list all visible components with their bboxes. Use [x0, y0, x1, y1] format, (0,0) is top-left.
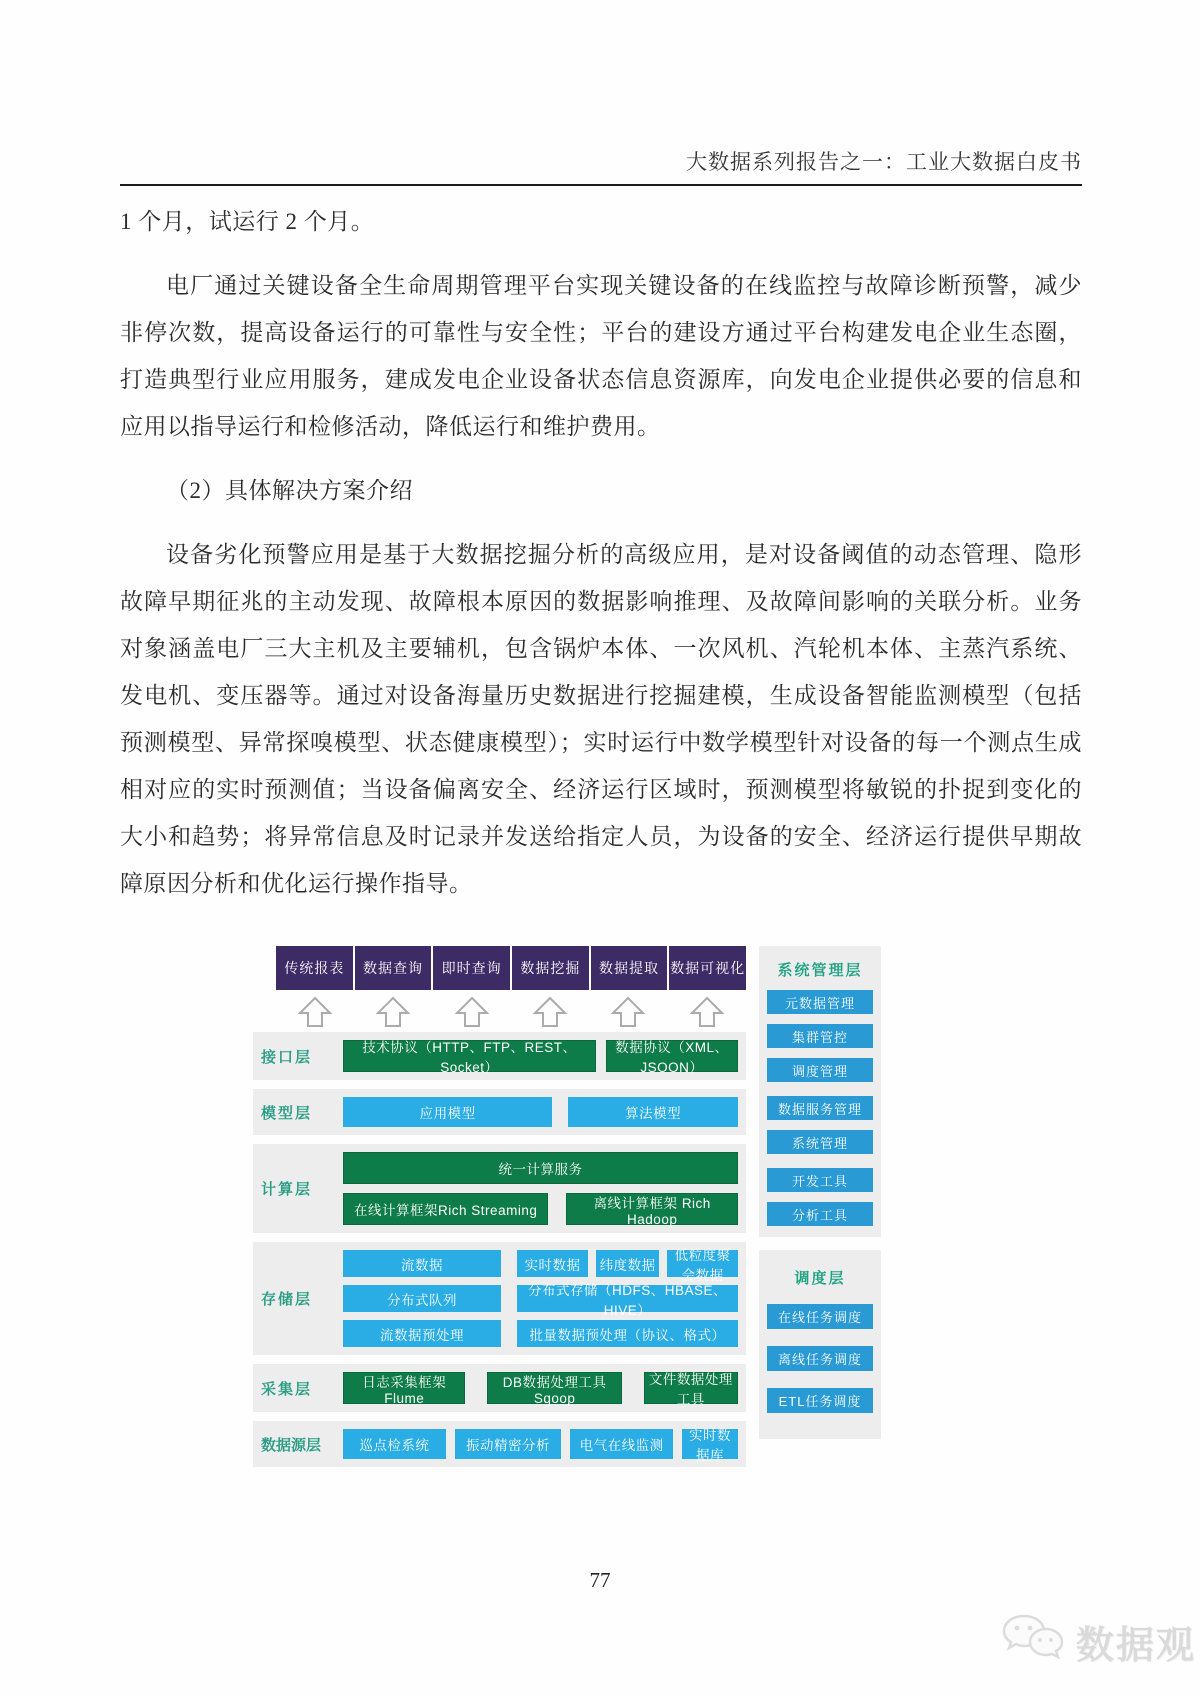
storage-box: 分布式队列 [343, 1285, 501, 1312]
interface-box: 技术协议（HTTP、FTP、REST、Socket） [343, 1040, 596, 1072]
app-box: 数据挖掘 [512, 946, 589, 990]
section-heading: （2）具体解决方案介绍 [166, 478, 413, 503]
compute-box: 在线计算框架Rich Streaming [343, 1193, 548, 1225]
collect-box: 日志采集框架Flume [343, 1372, 465, 1404]
source-box: 实时数据库 [682, 1429, 738, 1459]
panel-item: 集群管控 [767, 1024, 873, 1048]
layer-label: 模型层 [261, 1104, 313, 1122]
panel-item: 离线任务调度 [767, 1346, 873, 1371]
application-row [276, 946, 746, 990]
layer-interface [253, 1032, 746, 1080]
layer-model [253, 1089, 746, 1135]
up-arrow-icon [589, 992, 667, 1032]
storage-box: 实时数据 [517, 1250, 588, 1277]
model-box: 应用模型 [343, 1097, 552, 1127]
body-text [120, 198, 1082, 924]
source-box: 巡点检系统 [343, 1429, 446, 1459]
storage-box: 批量数据预处理（协议、格式） [517, 1320, 738, 1347]
system-management-panel [759, 946, 881, 1237]
panel-title: 调度层 [794, 1270, 846, 1287]
app-box: 数据提取 [591, 946, 668, 990]
wechat-logo-icon [1000, 1613, 1066, 1670]
paragraph-platform: 电厂通过关键设备全生命周期管理平台实现关键设备的在线监控与故障诊断预警，减少非停次数，提高设备运行的可靠性与安全性；平台的建设方通过平台构建发电企业生态圈，打造典型行业应用服务，建成发电企业设备状态信息资源库，向发电企业提供必要的信息和应用以指导运行和检修活动，降低运行和维护费用。 [120, 273, 1082, 439]
storage-box: 分布式存储（HDFS、HBASE、HIVE） [517, 1285, 738, 1312]
collect-box: DB数据处理工具Sqoop [487, 1372, 621, 1404]
diagram-main-column [253, 946, 746, 1476]
page-header-title: 大数据系列报告之一：工业大数据白皮书 [686, 150, 1082, 174]
up-arrow-icon [668, 992, 746, 1032]
app-box: 即时查询 [433, 946, 510, 990]
layer-label: 采集层 [261, 1380, 313, 1398]
panel-item: 系统管理 [767, 1130, 873, 1154]
source-box: 电气在线监测 [570, 1429, 673, 1459]
compute-top-box: 统一计算服务 [343, 1152, 738, 1184]
source-box: 振动精密分析 [455, 1429, 562, 1459]
storage-box: 流数据预处理 [343, 1320, 501, 1347]
panel-item: 在线任务调度 [767, 1304, 873, 1329]
up-arrow-icon [433, 992, 511, 1032]
app-box: 数据查询 [355, 946, 432, 990]
app-box: 数据可视化 [669, 946, 746, 990]
up-arrow-icon [511, 992, 589, 1032]
arrow-row [276, 992, 746, 1032]
collect-box: 文件数据处理工具 [644, 1372, 738, 1404]
panel-item: ETL任务调度 [767, 1388, 873, 1413]
layer-label: 接口层 [261, 1048, 313, 1066]
model-box: 算法模型 [568, 1097, 738, 1127]
panel-item: 元数据管理 [767, 990, 873, 1014]
storage-box: 流数据 [343, 1250, 501, 1277]
storage-box: 纬度数据 [596, 1250, 659, 1277]
header-divider [120, 184, 1082, 186]
app-box: 传统报表 [276, 946, 353, 990]
page-number: 77 [589, 1568, 611, 1592]
interface-box: 数据协议（XML、JSOON） [606, 1040, 738, 1072]
paragraph-continuation: 1 个月，试运行 2 个月。 [120, 209, 375, 234]
compute-box: 离线计算框架 Rich Hadoop [566, 1193, 738, 1225]
storage-box: 低粒度聚会数据 [667, 1250, 738, 1277]
watermark-text: 数据观 [1076, 1625, 1197, 1667]
architecture-diagram [253, 946, 881, 1476]
paragraph-solution: 设备劣化预警应用是基于大数据挖掘分析的高级应用，是对设备阈值的动态管理、隐形故障早期征兆的主动发现、故障根本原因的数据影响推理、及故障间影响的关联分析。业务对象涵盖电厂三大主机及主要辅机，包含锅炉本体、一次风机、汽轮机本体、主蒸汽系统、发电机、变压器等。通过对设备海量历史数据进行挖掘建模，生成设备智能监测模型（包括预测模型、异常探嗅模型、状态健康模型）；实时运行中数学模型针对设备的每一个测点生成相对应的实时预测值；当设备偏离安全、经济运行区域时，预测模型将敏锐的扑捉到变化的大小和趋势；将异常信息及时记录并发送给指定人员，为设备的安全、经济运行提供早期故障原因分析和优化运行操作指导。 [120, 542, 1082, 896]
panel-title: 系统管理层 [777, 962, 863, 979]
up-arrow-icon [354, 992, 432, 1032]
layer-source [253, 1421, 746, 1467]
up-arrow-icon [276, 992, 354, 1032]
panel-item: 数据服务管理 [767, 1096, 873, 1120]
layer-collect [253, 1364, 746, 1412]
layer-label: 数据源层 [261, 1436, 322, 1454]
watermark [1000, 1613, 1196, 1670]
layer-label: 计算层 [261, 1181, 313, 1198]
layer-compute [253, 1144, 746, 1233]
layer-label: 存储层 [261, 1291, 313, 1308]
panel-item: 开发工具 [767, 1168, 873, 1192]
diagram-right-column [759, 946, 881, 1452]
panel-item: 调度管理 [767, 1058, 873, 1082]
panel-item: 分析工具 [767, 1202, 873, 1226]
layer-storage [253, 1242, 746, 1355]
scheduling-panel [759, 1250, 881, 1439]
